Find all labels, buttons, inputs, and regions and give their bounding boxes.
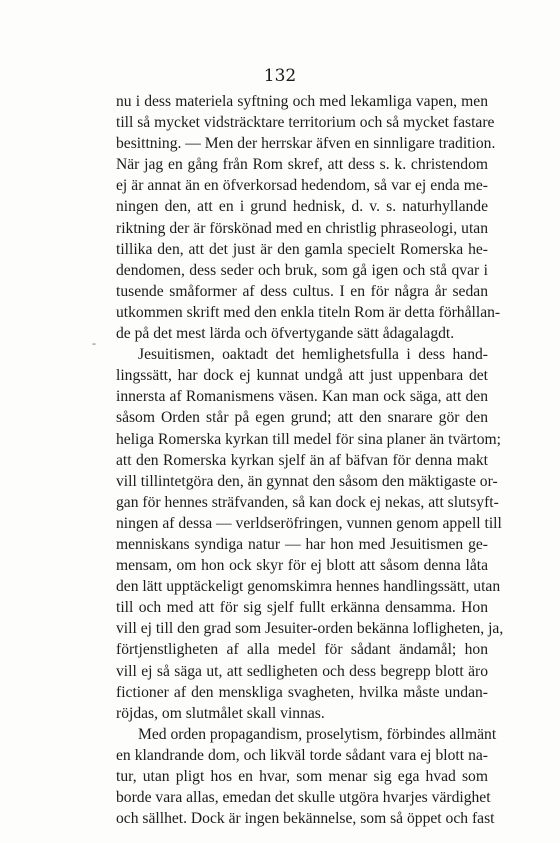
- text-line: heliga Romerska kyrkan till medel för sina planer än tvärtom;: [116, 430, 501, 448]
- text-line: ningen af dessa — verldseröfringen, vunnen genom appell till: [116, 514, 502, 532]
- text-line: en klandrande dom, och likväl torde sådant vara ej blott na-: [116, 746, 488, 764]
- text-line: tillika den, att det just är den gamla specielt Romerska he-: [116, 240, 488, 258]
- body-text: [116, 91, 504, 829]
- margin-mark: -: [92, 336, 96, 350]
- text-line: besittning. — Men der herrskar äfven en sinnligare tradition.: [116, 135, 496, 153]
- text-line: borde vara allas, emedan det skulle utgöra hvarjes värdighet: [116, 789, 491, 807]
- text-line: riktning der är förskönad med en christlig phraseologi, utan: [116, 219, 488, 237]
- text-line: fictioner af den menskliga svagheten, hvilka måste undan-: [116, 683, 488, 701]
- text-line: menniskans syndiga natur — har hon med Jesuitismen ge-: [116, 535, 488, 553]
- text-line: de på det mest lärda och öfvertygande sätt ådagalagdt.: [116, 325, 455, 343]
- text-line: dendomen, dess seder och bruk, som gå igen och stå qvar i: [116, 261, 488, 279]
- text-line: innersta af Romanismens väsen. Kan man ock säga, att den: [116, 388, 488, 406]
- text-line: förtjenstligheten af alla medel för sådant ändamål; hon: [116, 641, 488, 659]
- text-line: gan för hennes sträfvanden, så kan dock ej nekas, att slutsyft-: [116, 493, 499, 511]
- text-line: såsom Orden står på egen grund; att den snarare gör den: [116, 409, 488, 427]
- text-line: utkommen skrift med den enkla titeln Rom är detta förhållan-: [116, 303, 501, 321]
- text-line: röjdas, om slutmålet skall vinnas.: [116, 704, 325, 722]
- text-line: att den Romerska kyrkan sjelf än af bäfvan för denna makt: [116, 451, 488, 469]
- text-line: lingssätt, har dock ej kunnat undgå att just uppenbara det: [116, 367, 488, 385]
- page-number: 132: [263, 66, 297, 86]
- text-line: Jesuitismen, oaktadt det hemlighetsfulla i dess hand-: [138, 346, 488, 364]
- text-line: vill ej till den grad som Jesuiter-orden bekänna lofligheten, ja,: [116, 620, 504, 638]
- text-line: tur, utan pligt hos en hvar, som menar sig ega hvad som: [116, 768, 488, 785]
- text-line: till och med att för sig sjelf fullt erkänna densamma. Hon: [116, 599, 488, 617]
- text-line: ningen den, att en i grund hednisk, d. v. s. naturhyllande: [116, 198, 488, 216]
- text-line: den lätt upptäckeligt genomskimra hennes handlingssätt, utan: [116, 578, 501, 596]
- text-line: till så mycket vidsträcktare territorium och så mycket fastare: [116, 114, 495, 132]
- text-line: vill tillintetgöra den, än gynnat den såsom den mäktigaste or-: [116, 472, 498, 490]
- text-line: ej är annat än en öfverkorsad hedendom, så var ej enda me-: [116, 177, 488, 195]
- text-line: tusende småformer af dess cultus. I en för några år sedan: [116, 282, 488, 300]
- text-line: och sällhet. Dock är ingen bekännelse, som så öppet och fast: [116, 810, 495, 828]
- text-line: När jag en gång från Rom skref, att dess s. k. christendom: [116, 156, 488, 174]
- text-line: nu i dess materiela syftning och med lekamliga vapen, men: [116, 93, 488, 110]
- text-line: mensam, om hon ock skyr för ej blott att såsom denna låta: [116, 557, 488, 575]
- text-line: vill ej så säga ut, att sedligheten och dess begrepp blott äro: [116, 662, 488, 680]
- text-line: Med orden propagandism, proselytism, förbindes allmänt: [138, 725, 497, 743]
